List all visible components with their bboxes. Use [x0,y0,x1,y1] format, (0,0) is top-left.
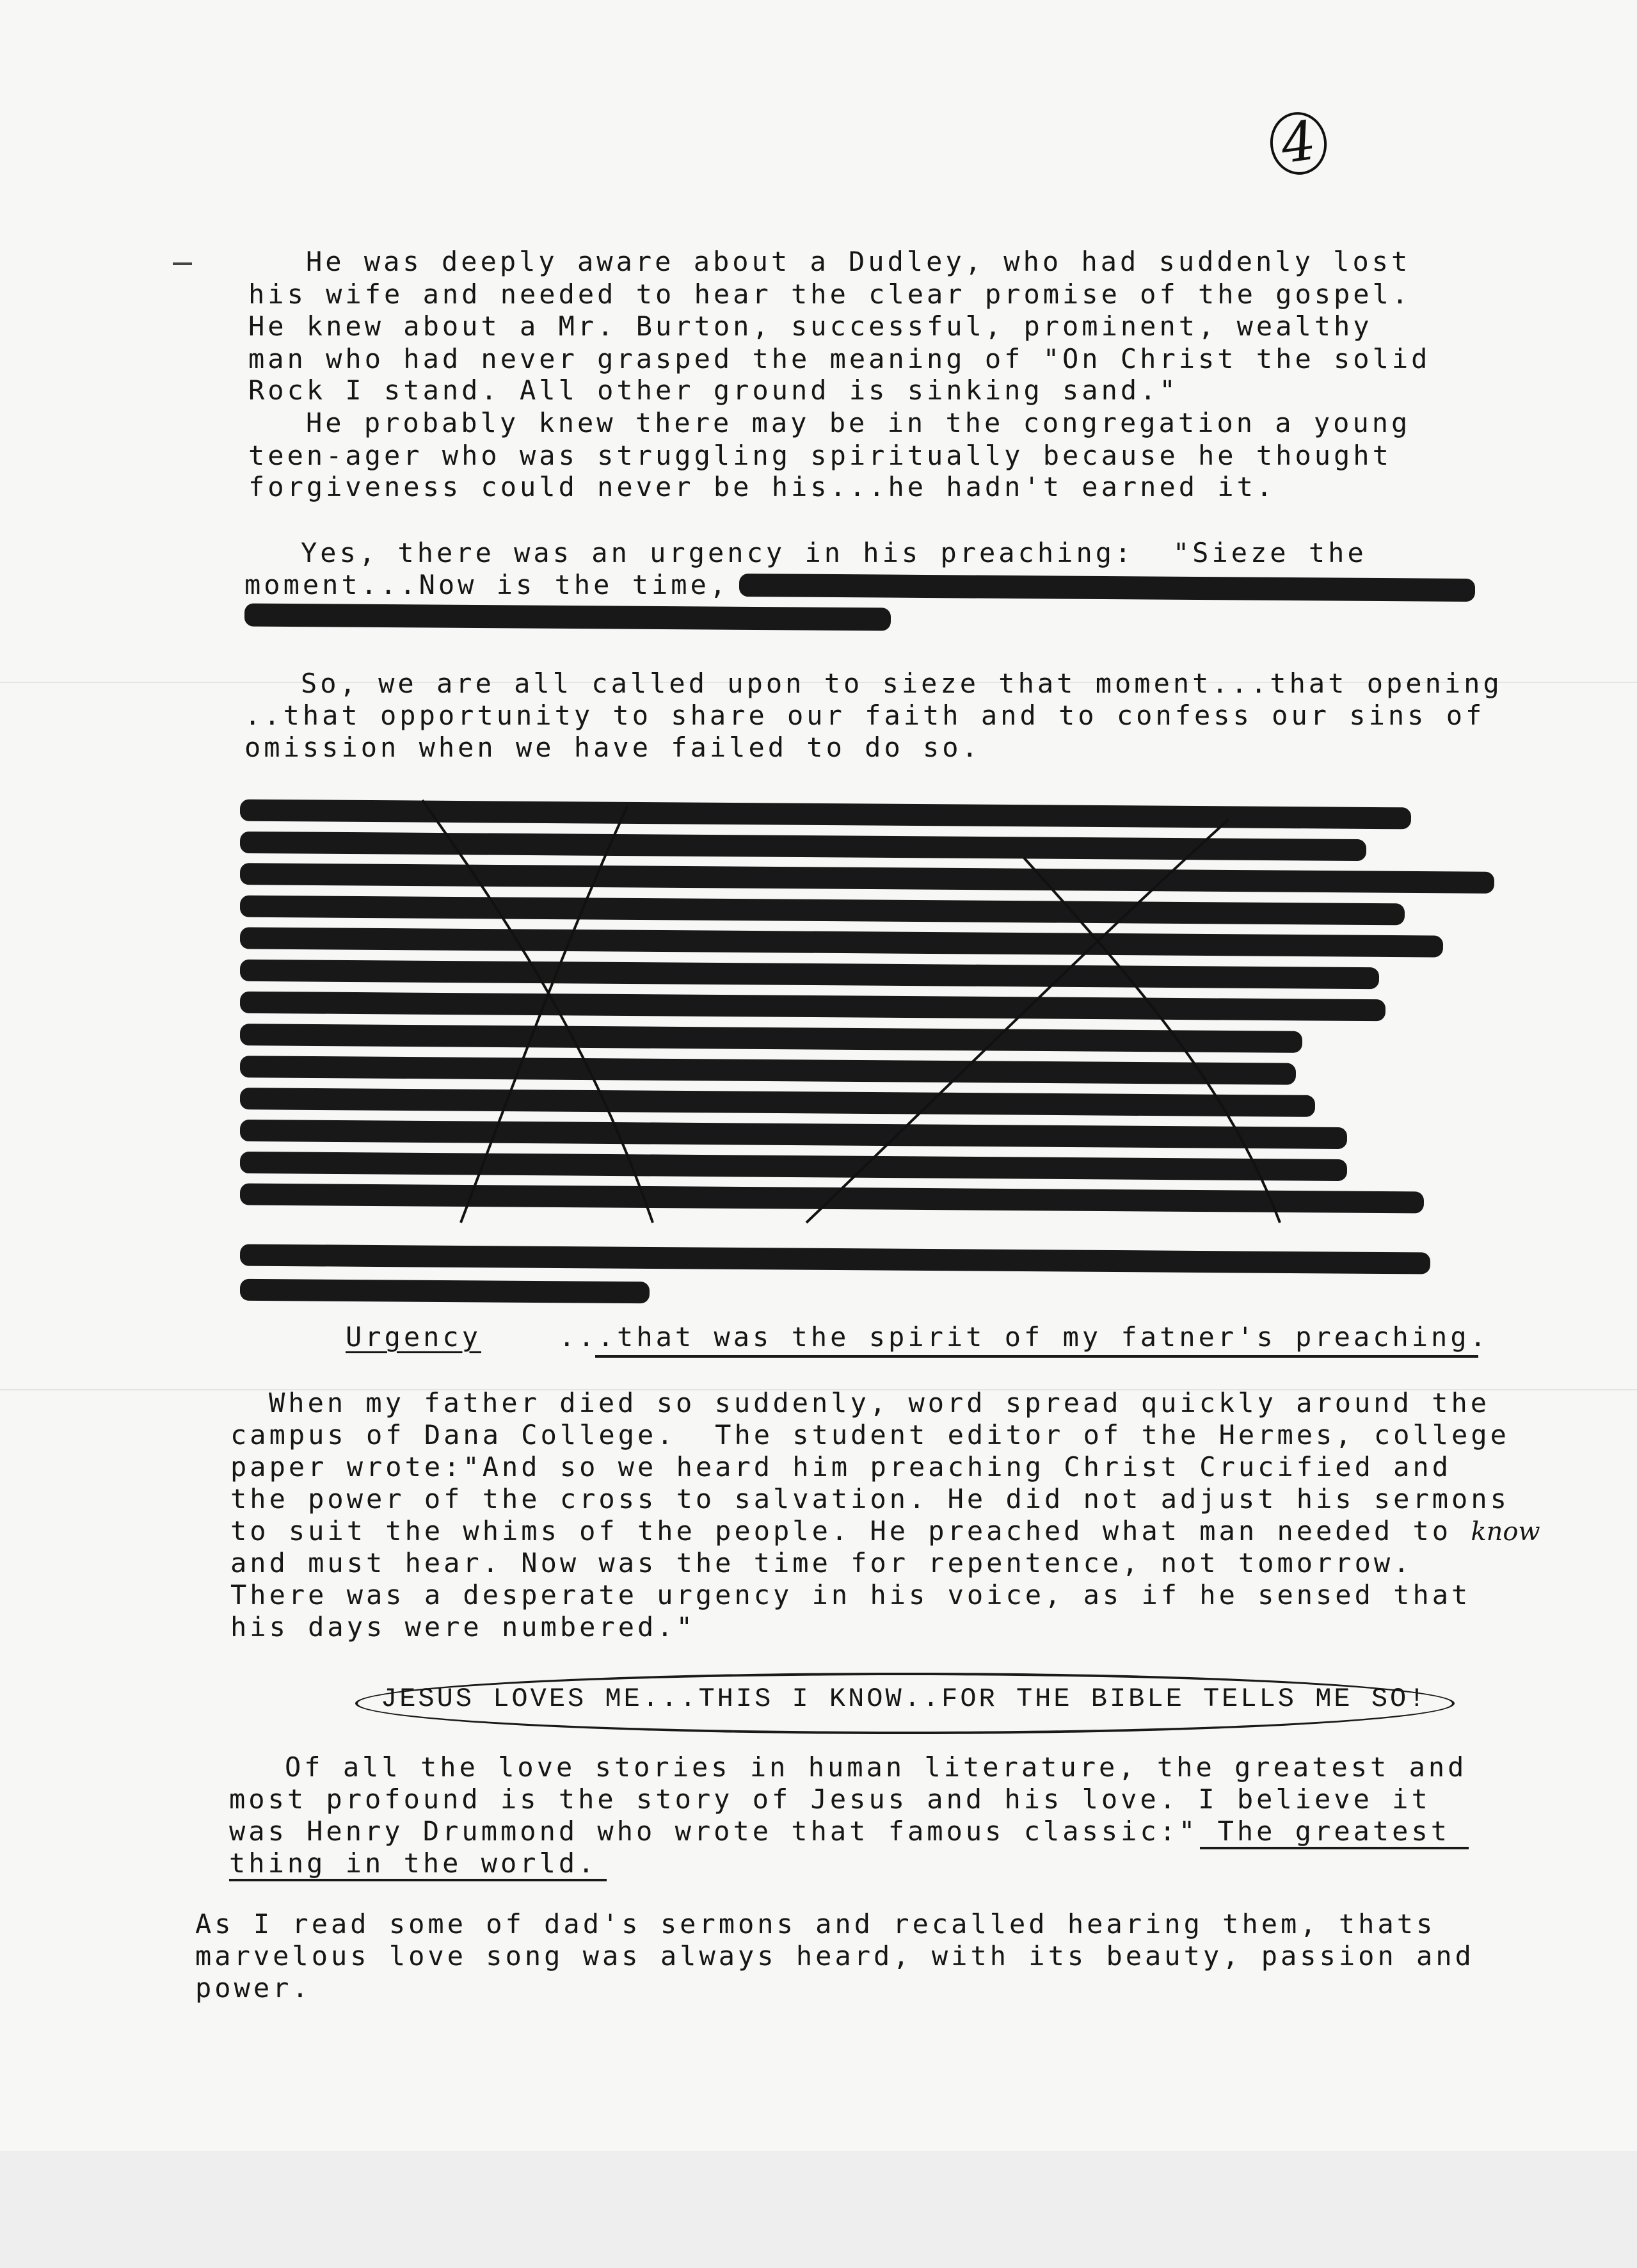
text-line: his wife and needed to hear the clear promise of the gospel. [248,278,1412,310]
text-line: Rock I stand. All other ground is sinking sand." [248,374,1179,406]
text-line: forgiveness could never be his...he hadn't earned it. [248,471,1276,503]
text-line: Of all the love stories in human literature, the greatest and [285,1751,1467,1783]
text-line: Yes, there was an urgency in his preaching: "Sieze the [301,537,1367,568]
text-line-content: to suit the whims of the people. He preached what man needed to [230,1515,1452,1547]
cross-out-x [230,781,1318,1229]
margin-mark [173,262,192,265]
text-line: omission when we have failed to do so. [244,732,981,763]
text-line: moment...Now is the time, [244,569,730,600]
book-title: The greatest [1217,1815,1451,1847]
text-line: marvelous love song was always heard, with its beauty, passion and [195,1940,1474,1972]
text-line: There was a desperate urgency in his voice, as if he sensed that [230,1579,1471,1611]
text-line [230,1516,1540,1547]
text-line: his days were numbered." [230,1611,696,1643]
text-line: He was deeply aware about a Dudley, who had suddenly lost [306,246,1411,277]
text-line: As I read some of dad's sermons and recalled hearing them, thats [195,1908,1436,1940]
page-number: 4 [1266,108,1331,178]
text-line: When my father died so suddenly, word spread quickly around the [269,1387,1490,1419]
text-line: man who had never grasped the meaning of "On Christ the solid [248,343,1431,374]
text-line: ..that opportunity to share our faith and to confess our sins of [244,700,1485,731]
redaction-scribble [739,574,1475,602]
text-line: He probably knew there may be in the congregation a young [306,407,1411,438]
underline-rule [229,1879,607,1881]
underline-rule [595,1355,1478,1358]
urgency-rest: ...that was the spirit of my fatner's preaching. [559,1321,1489,1353]
text-line: the power of the cross to salvation. He did not adjust his sermons [230,1483,1510,1515]
text-line: campus of Dana College. The student editor of the Hermes, college [230,1419,1510,1451]
text-line: So, we are all called upon to sieze that moment...that opening [301,668,1503,699]
text-line: power. [195,1972,312,2004]
text-line: and must hear. Now was the time for repentence, not tomorrow. [230,1547,1413,1579]
text-line-content: was Henry Drummond who wrote that famous classic:" [229,1815,1199,1847]
redaction-scribble [244,603,891,631]
handwritten-insert: know [1471,1517,1540,1547]
urgency-heading [346,1322,1489,1353]
text-line: paper wrote:"And so we heard him preaching Christ Crucified and [230,1451,1452,1483]
underline-rule [1200,1847,1469,1849]
text-line: He knew about a Mr. Burton, successful, prominent, wealthy [248,310,1373,342]
urgency-word: Urgency [346,1321,482,1353]
text-line [229,1816,1450,1847]
text-line: teen-ager who was struggling spiritually because he thought [248,440,1392,471]
text-line: most profound is the story of Jesus and his love. I believe it [229,1783,1431,1815]
text-line: thing in the world. [229,1847,598,1879]
banner-text: JESUS LOVES ME...THIS I KNOW..FOR THE BIBLE TELLS ME SO! [381,1684,1428,1714]
